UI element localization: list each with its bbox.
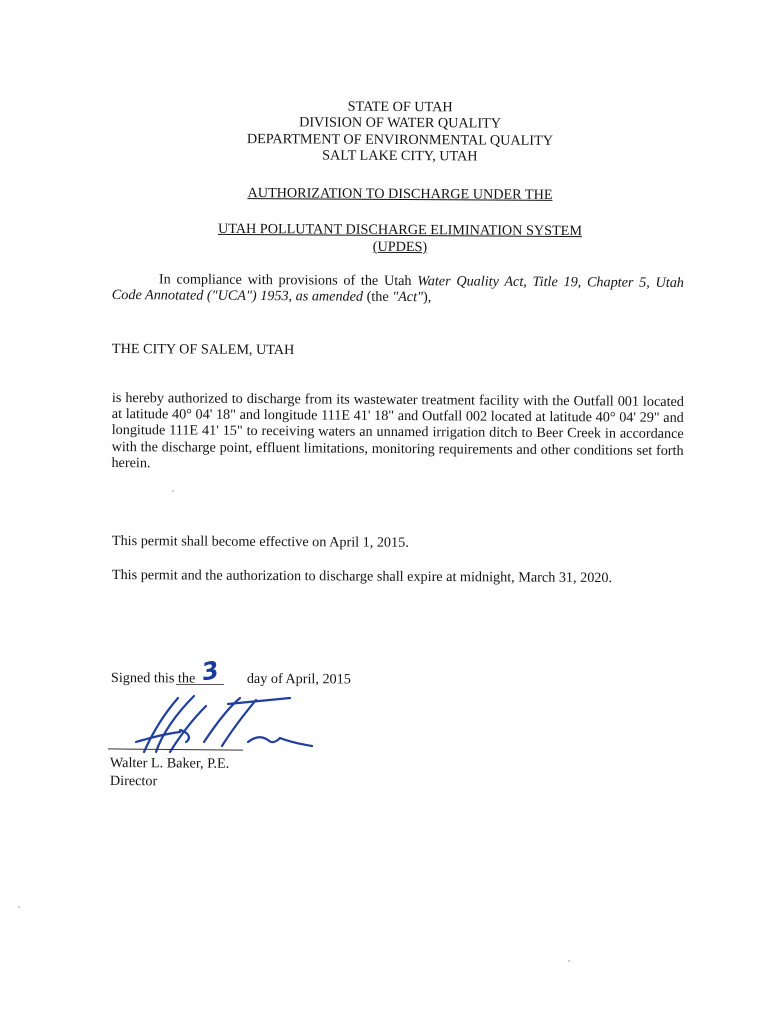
scan-speck [18,906,20,908]
signed-day-blank [176,684,224,685]
header-department: DEPARTMENT OF ENVIRONMENTAL QUALITY [246,130,554,149]
title-authorization: AUTHORIZATION TO DISCHARGE UNDER THE [247,185,553,203]
title-system: UTAH POLLUTANT DISCHARGE ELIMINATION SYSTEM [217,220,583,240]
signatory-title: Director [109,773,158,790]
compliance-end: ), [422,289,432,306]
compliance-act-citation: Water Quality Act, Title 19, Chapter 5, Utah Code Annotated ("UCA") 1953, as amended [111,273,685,305]
permittee-name: THE CITY OF SALEM, UTAH [111,341,295,359]
signed-prefix: Signed this the [110,670,196,687]
compliance-suffix: (the [363,288,393,306]
signed-line [111,670,351,687]
agency-header [0,97,770,168]
header-city: SALT LAKE CITY, UTAH [322,147,478,165]
header-division: DIVISION OF WATER QUALITY [299,114,502,133]
title-acronym: (UPDES) [372,238,428,256]
header-state: STATE OF UTAH [347,98,453,116]
signatory-name: Walter L. Baker, P.E. [109,755,230,772]
scan-speck [568,960,570,962]
authorization-paragraph: is hereby authorized to discharge from its wastewater treatment facility with the Outfall 001 located at latitude 40° 04' 18" and longitude 111E 41' 18" and Outfall 002 located at latitude 40° 04' 29" and longitude 111E 41' 15" to receiving waters an unnamed irrigation ditch to Beer Creek in accordance with the discharge point, effluent limitations, monitoring requirements and other conditions set forth herein. [111,390,684,472]
signed-suffix: day of April, 2015 [243,670,351,688]
compliance-act-term: "Act" [392,289,424,306]
signed-day-handwritten: 3 [199,655,222,687]
compliance-paragraph [112,271,684,307]
expiration-date: This permit and the authorization to discharge shall expire at midnight, March 31, 2020. [111,567,613,587]
compliance-prefix: In compliance with provisions of the Utah [158,271,418,290]
scan-speck [172,490,174,492]
effective-date: This permit shall become effective on April 1, 2015. [111,533,409,551]
